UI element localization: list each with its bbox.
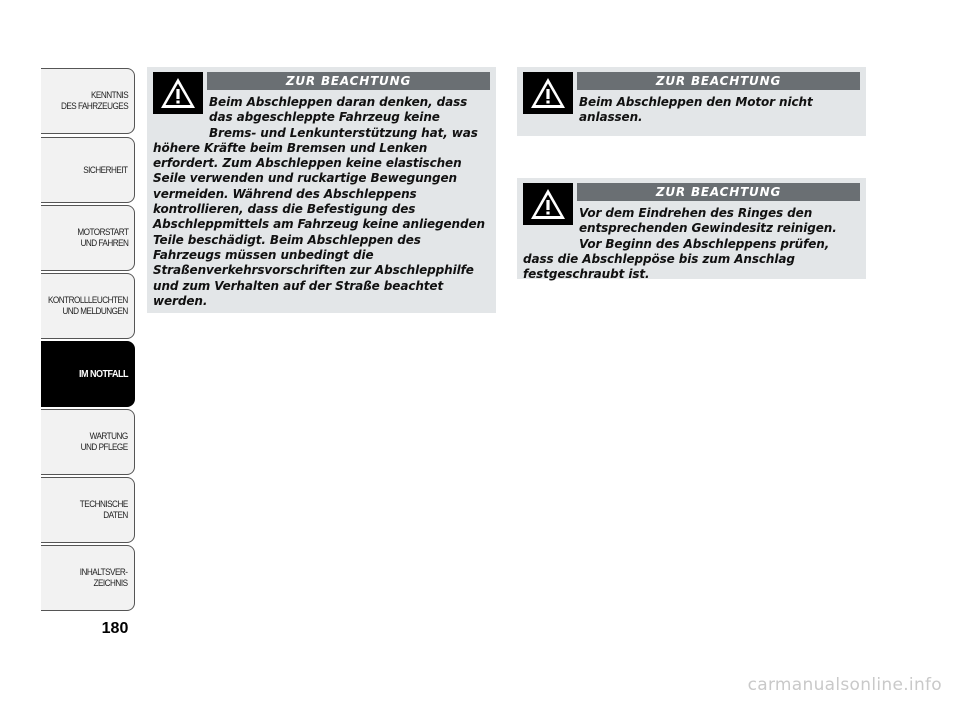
sidebar-tab-label: INHALTSVER- ZEICHNIS: [80, 567, 128, 589]
sidebar-tab-im-notfall[interactable]: [41, 341, 135, 407]
sidebar-tab-label: TECHNISCHE DATEN: [80, 499, 128, 521]
warning-box-2: [517, 67, 866, 136]
sidebar-tab-label: SICHERHEIT: [83, 164, 128, 176]
sidebar-tab-label: WARTUNG UND PFLEGE: [80, 431, 128, 453]
page-number: 180: [101, 620, 129, 637]
sidebar-tab-label: MOTORSTART UND FAHREN: [76, 227, 128, 249]
sidebar-tab-sicherheit[interactable]: [41, 137, 135, 203]
sidebar-tab-inhaltsverzeichnis[interactable]: [41, 545, 135, 611]
sidebar-tab-label: IM NOTFALL: [78, 367, 128, 380]
warning-triangle-icon: [523, 72, 573, 114]
sidebar-tab-wartung[interactable]: [41, 409, 135, 475]
sidebar-tab-label: KENNTNIS DES FAHRZEUGES: [60, 90, 128, 112]
watermark: carmanualsonline.info: [747, 675, 942, 695]
warning-header: ZUR BEACHTUNG: [577, 72, 860, 90]
warning-text: Beim Abschleppen daran denken, dass das abgeschleppte Fahrzeug keine Brems- und Lenkunterstützung hat, was höhere Kräfte beim Bremsen und Lenken erfordert. Zum Abschleppen keine elastischen Seile verwenden und ruckartige Bewegungen vermeiden. Während des Abschleppens kontrollieren, dass die Befestigung des Abschleppmittels am Fahrzeug keine anliegenden Teile beschädigt. Beim Abschleppen des Fahrzeugs müssen unbedingt die Straßenverkehrsvorschriften zur Abschlepphilfe und zum Verhalten auf der Straße beachtet werden.: [153, 95, 485, 308]
warning-box-1: [147, 67, 496, 313]
warning-text: Vor dem Eindrehen des Ringes den entsprechenden Gewindesitz reinigen. Vor Beginn des Abschleppens prüfen, dass die Abschleppöse bis zum Anschlag festgeschraubt ist.: [523, 206, 837, 282]
warning-text: Beim Abschleppen den Motor nicht anlassen.: [579, 95, 813, 125]
warning-box-3: [517, 178, 866, 282]
sidebar-tab-motorstart[interactable]: [41, 205, 135, 271]
warning-header: ZUR BEACHTUNG: [207, 72, 490, 90]
sidebar-tab-kenntnis[interactable]: [41, 68, 135, 134]
warning-header: ZUR BEACHTUNG: [577, 183, 860, 201]
warning-triangle-icon: [153, 72, 203, 114]
warning-triangle-icon: [523, 183, 573, 225]
sidebar-tab-technische-daten[interactable]: [41, 477, 135, 543]
sidebar-tab-label: KONTROLLLEUCHTEN UND MELDUNGEN: [48, 295, 128, 317]
sidebar-tab-kontrollleuchten[interactable]: [41, 273, 135, 339]
